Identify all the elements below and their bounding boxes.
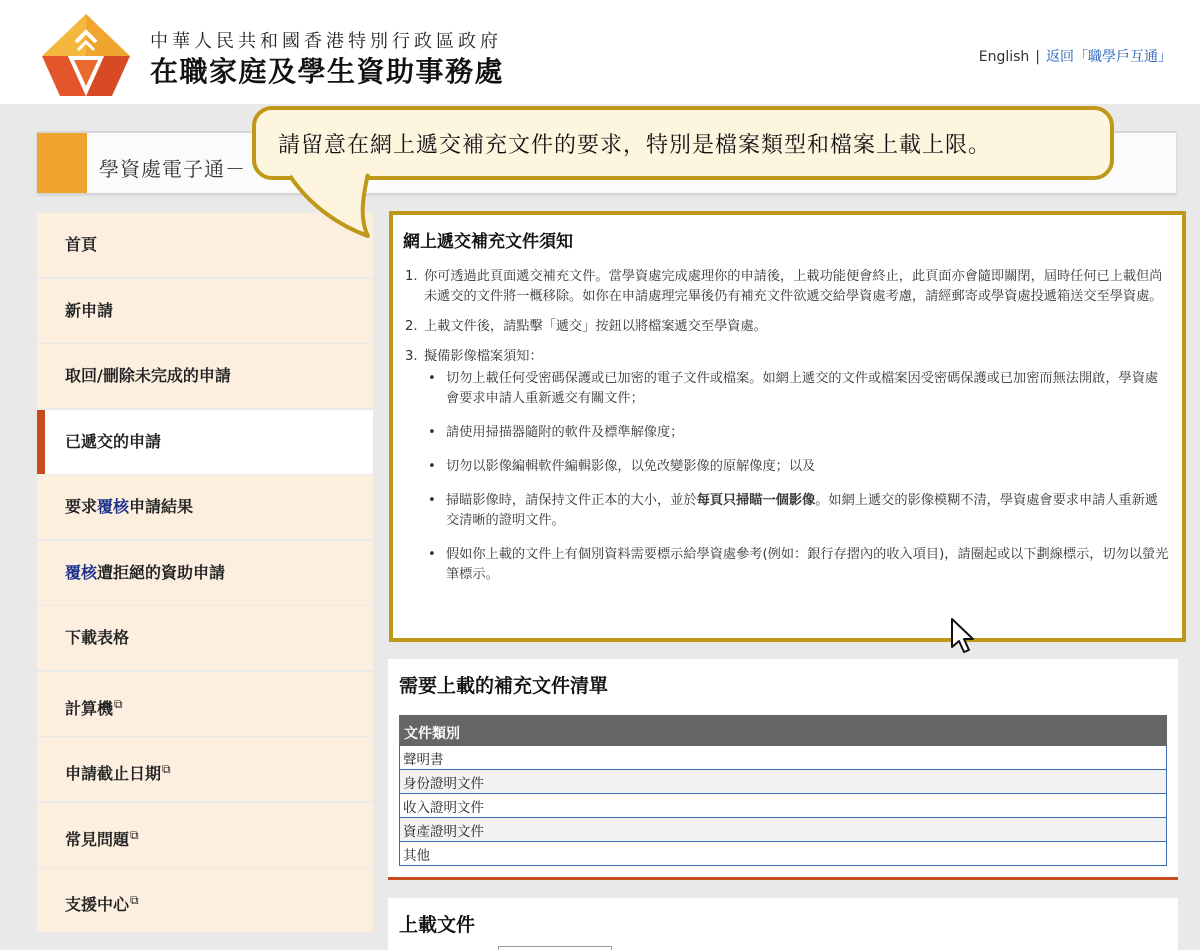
sidebar-item-retrieve-delete[interactable] <box>37 344 373 408</box>
doc-type-cell: 身份證明文件 <box>400 770 1167 794</box>
sidebar-item-label-post: 申請結果 <box>129 497 194 516</box>
notice-item-text: 你可透過此頁面遞交補充文件。當學資處完成處理你的申請後，上載功能便會終止，此頁面亦會隨即關閉，屆時任何已上載但尚未遞交的文件將一概移除。如你在申請處理完畢後仍有補充文件欲遞交給學資處考慮，請經郵寄或學資處投遞箱送交至學資處。 <box>424 269 1163 304</box>
sidebar-item-submitted-applications[interactable] <box>37 410 373 474</box>
back-to-portal-link[interactable]: 返回「職學戶互通」 <box>1046 49 1172 65</box>
guideline-text-pre: 掃瞄影像時，請保持文件正本的大小，並於 <box>446 493 697 508</box>
guideline-item: • 切勿以影像編輯軟件編輯影像，以免改變影像的原解像度；以及 <box>424 457 1170 477</box>
upload-file-input[interactable] <box>498 946 612 950</box>
notice-item-text: 上載文件後，請點擊「遞交」按鈕以將檔案遞交至學資處。 <box>424 319 767 334</box>
doc-type-cell: 資產證明文件 <box>400 818 1167 842</box>
notice-item-number: 2. <box>405 319 418 334</box>
table-row <box>400 794 1167 818</box>
supplementary-documents-section <box>388 659 1178 880</box>
sidebar-item-review-rejected[interactable] <box>37 541 373 605</box>
sidebar-item-request-review[interactable] <box>37 475 373 539</box>
header-links <box>979 46 1172 66</box>
external-link-icon: ⧉ <box>162 762 171 776</box>
sidebar-item-support-centre[interactable] <box>37 868 373 932</box>
sidebar-item-label: 首頁 <box>65 235 98 254</box>
notice-item-number: 3. <box>405 349 418 364</box>
guideline-item: • 假如你上載的文件上有個別資料需要標示給學資處參考(例如：銀行存摺內的收入項目)，請圈起或以下劃線標示，切勿以螢光筆標示。 <box>424 545 1170 585</box>
sidebar-item-label-post: 遭拒絕的資助申請 <box>97 562 226 582</box>
notice-item <box>405 267 1170 307</box>
external-link-icon: ⧉ <box>114 696 123 711</box>
mouse-cursor-icon <box>950 617 976 655</box>
doc-list-title: 需要上載的補充文件清單 <box>399 675 609 697</box>
site-header <box>0 0 1200 104</box>
government-name: 中華人民共和國香港特別行政區政府 <box>150 31 502 52</box>
notice-item-number: 1. <box>405 269 418 284</box>
doc-type-table <box>399 715 1167 866</box>
sidebar-item-download-forms[interactable] <box>37 606 373 670</box>
table-row <box>400 746 1167 770</box>
guideline-text-post: 。如網上遞交的影像模糊不清，學資處會要求申請人重新遞交清晰的證明文件。 <box>446 493 1159 528</box>
link-separator: | <box>1035 49 1040 65</box>
guideline-item <box>424 491 1170 531</box>
doc-type-cell: 聲明書 <box>400 746 1167 770</box>
sidebar-item-deadlines[interactable] <box>37 737 373 801</box>
online-submission-notice <box>389 211 1186 642</box>
external-link-icon: ⧉ <box>130 893 139 907</box>
image-file-guidelines <box>424 369 1170 585</box>
doc-type-column-header: 文件類別 <box>400 716 1167 746</box>
notice-item-text: 擬備影像檔案須知： <box>424 349 543 364</box>
sidebar-item-label: 下載表格 <box>65 628 130 647</box>
notice-item <box>405 317 1170 337</box>
sidebar-item-label: 支援中心 <box>65 895 130 914</box>
guideline-item: • 請使用掃描器隨附的軟件及標準解像度； <box>424 423 1170 443</box>
sidebar-item-new-application[interactable] <box>37 279 373 343</box>
department-name: 在職家庭及學生資助事務處 <box>150 55 505 88</box>
doc-type-cell: 其他 <box>400 842 1167 866</box>
wfsfaa-logo-icon[interactable] <box>38 12 134 98</box>
doc-type-cell: 收入證明文件 <box>400 794 1167 818</box>
upload-section <box>388 898 1178 950</box>
sidebar-item-label: 常見問題 <box>65 829 130 849</box>
sidebar-item-label-pre: 要求 <box>65 497 98 516</box>
sidebar-item-label-highlight: 覆核 <box>65 562 98 582</box>
sidebar-item-label: 計算機 <box>65 698 114 718</box>
sidebar-item-label: 新申請 <box>65 300 114 320</box>
table-row <box>400 818 1167 842</box>
upload-title: 上載文件 <box>399 914 476 936</box>
callout-text: 請留意在網上遞交補充文件的要求，特別是檔案類型和檔案上載上限。 <box>278 133 992 158</box>
notice-list <box>405 267 1170 599</box>
notice-title: 網上遞交補充文件須知 <box>403 232 573 252</box>
sidebar-item-faq[interactable] <box>37 803 373 867</box>
external-link-icon: ⧉ <box>130 827 139 842</box>
sidebar-item-calculator[interactable] <box>37 672 373 736</box>
sidebar-item-label: 申請截止日期 <box>65 764 162 783</box>
callout-tail <box>250 170 390 250</box>
guideline-text-bold: 每頁只掃瞄一個影像 <box>696 493 816 508</box>
notice-item <box>405 347 1170 585</box>
sidebar-nav <box>37 213 373 950</box>
sidebar-item-label: 已遞交的申請 <box>65 431 162 451</box>
sidebar-item-label: 取回/刪除未完成的申請 <box>65 366 231 385</box>
sidebar-item-label-highlight: 覆核 <box>97 497 130 516</box>
table-row <box>400 770 1167 794</box>
callout-bubble <box>252 106 1114 180</box>
table-row <box>400 842 1167 866</box>
title-accent-block <box>37 133 87 193</box>
english-link[interactable]: English <box>978 49 1030 65</box>
page-title: 學資處電子通－ <box>99 157 246 181</box>
guideline-item: • 切勿上載任何受密碼保護或已加密的電子文件或檔案。如網上遞交的文件或檔案因受密碼保護或已加密而無法開啟，學資處會要求申請人重新遞交有關文件； <box>424 369 1170 409</box>
